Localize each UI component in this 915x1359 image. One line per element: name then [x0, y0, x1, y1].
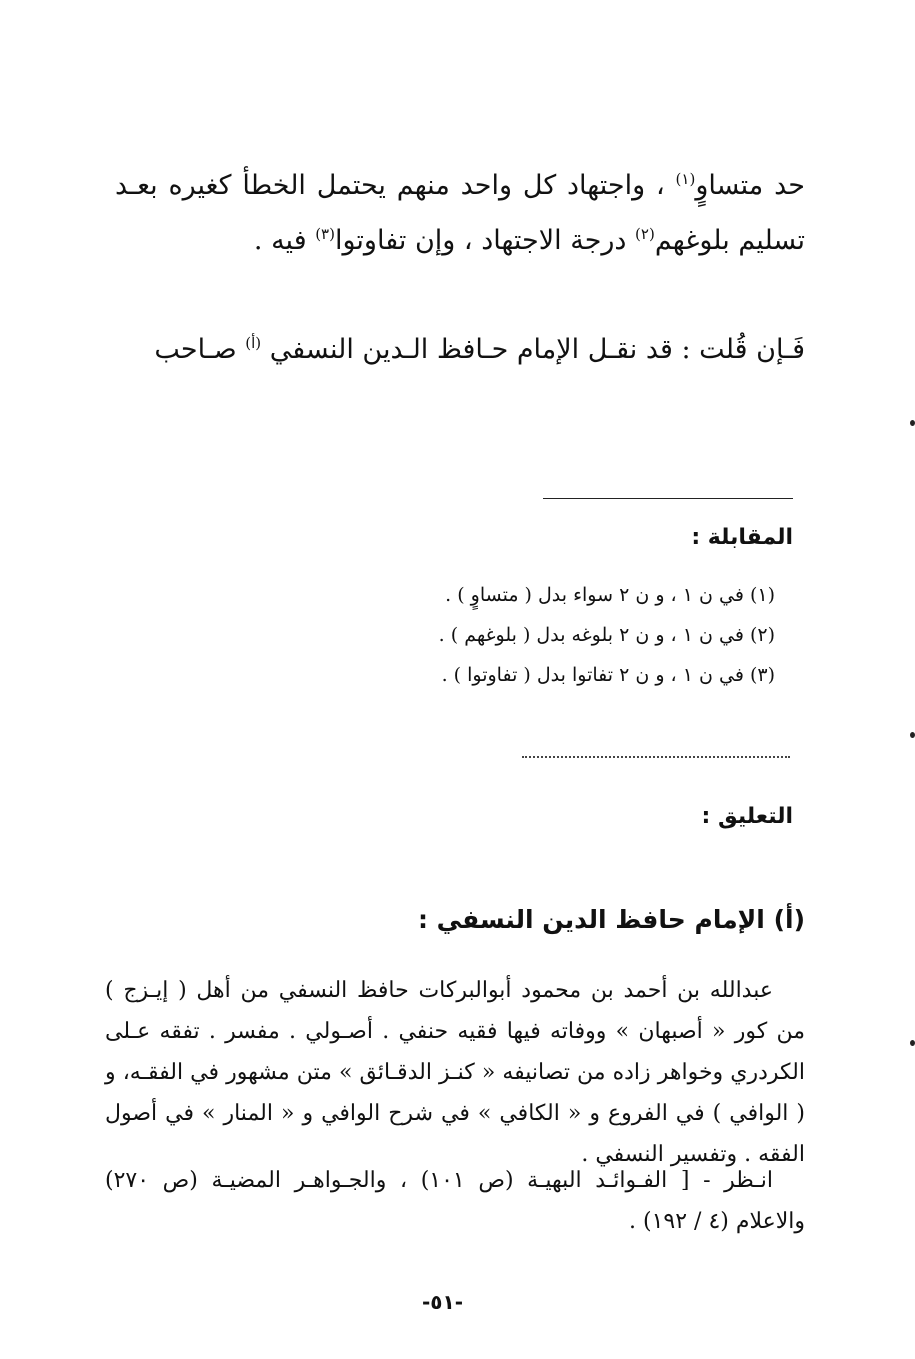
variant-reading-item: (٢) في ن ١ ، و ن ٢ بلوغه بدل ( بلوغهم ) .	[438, 624, 775, 646]
variant-readings-list	[355, 575, 775, 695]
footnote-ref-2: (٢)	[635, 225, 655, 243]
note-a-heading: (أ) الإمام حافظ الدين النسفي :	[417, 905, 805, 934]
footnote-ref-1: (١)	[675, 170, 696, 188]
taliq-heading: التعليق :	[701, 804, 793, 829]
edge-speck	[910, 420, 915, 426]
main-text-segment: فيه .	[253, 225, 316, 256]
dotted-separator-line	[522, 756, 790, 758]
main-text-segment: حد متساوٍ	[695, 170, 805, 201]
muqabala-heading: المقابلة :	[691, 525, 793, 550]
main-paragraph-2	[115, 322, 805, 377]
variant-reading-item: (١) في ن ١ ، و ن ٢ سواء بدل ( متساوٍ ) .	[445, 584, 775, 606]
main-text-segment: صـاحب	[154, 334, 246, 365]
main-text-segment: ، واجتهاد كل واحد منهم يحتمل الخطأ كغيره بعـد تسليم بلوغهم	[115, 170, 805, 256]
page-number: -٥١-	[421, 1290, 464, 1314]
note-a-biography: عبدالله بن أحمد بن محمود أبوالبركات حافظ النسفي من أهل ( إيـزج ) من كور « أصبهان » ووفاته فيها فقيه حنفي . أصـولي . مفسر . تفقه عـلى الكردري وخواهر زاده من تصانيفه « كنـز الدقـائق » متن مشهور في الفقـه، و ( الوافي ) في الفروع و « الكافي » في شرح الوافي و « المنار » في أصول الفقه . وتفسير النسفي .	[105, 978, 805, 1167]
main-paragraph-1	[115, 158, 805, 268]
main-text-segment: فَـإن قُلت : قد نقـل الإمام حـافظ الـدين النسفي	[261, 334, 805, 365]
commentary-ref-a: (أ)	[245, 334, 262, 352]
edge-speck	[910, 732, 915, 738]
edge-speck	[910, 1040, 915, 1046]
note-a-references: انـظر - [ الفـوائـد البهيـة (ص ١٠١) ، والجـواهـر المضيـة (ص ٢٧٠) والاعلام (٤ / ١٩٢) .	[105, 1168, 805, 1234]
main-text-segment: درجة الاجتهاد ، وإن تفاوتوا	[334, 225, 636, 256]
footnote-ref-3: (٣)	[315, 225, 335, 243]
footnote-separator-line	[543, 498, 793, 499]
variant-reading-item: (٣) في ن ١ ، و ن ٢ تفاتوا بدل ( تفاوتوا ) .	[441, 664, 775, 686]
